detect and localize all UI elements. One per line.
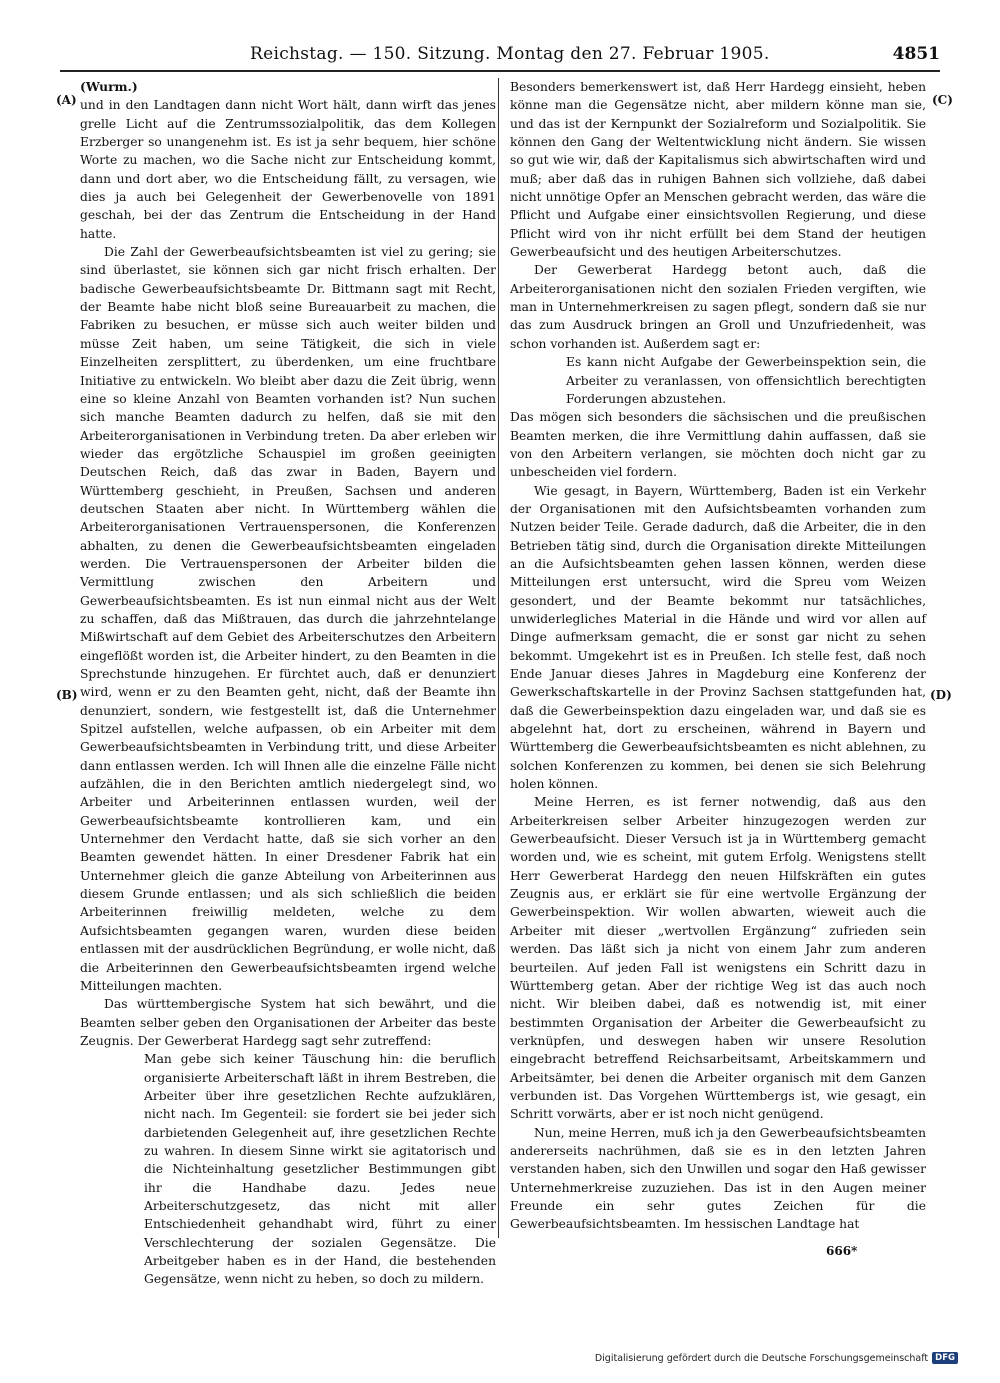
left-column bbox=[80, 78, 496, 1287]
paragraph: Besonders bemerkenswert ist, daß Herr Hardegg einsieht, heben könne man die Gegensätze nicht, aber mildern könne man sie, und das ist der Kernpunkt der Sozialreform und Sozialpolitik. Sie können den Gang der Weltentwicklung nicht ändern. Sie wissen so gut wie wir, daß der Kapitalismus sich abwirtschaften wird und muß; aber daß das in ruhigen Bahnen sich vollziehe, daß dabei nicht unnötige Opfer an Menschen gebracht werden, das wäre die Pflicht und Aufgabe einer einsichtsvollen Regierung, und diese Pflicht wird von ihr nicht erfüllt bei dem Stand der heutigen Gewerbeaufsicht und des heutigen Arbeiterschutzes. bbox=[510, 80, 926, 260]
paragraph: Meine Herren, es ist ferner notwendig, daß aus den Arbeiterkreisen selber Arbeiter hinzugezogen werden zur Gewerbeaufsicht. Dieser Versuch ist ja in Württemberg gemacht worden und, wie es scheint, mit gutem Erfolg. Wenigstens stellt Herr Gewerberat Hardegg den neuen Hilfskräften ein gutes Zeugnis aus, er erklärt sie für eine wertvolle Ergänzung der Gewerbeinspektion. Wir wollen abwarten, wieweit auch die Arbeiter mit dieser „wertvollen Ergänzung“ zufrieden sein werden. Das läßt sich ja nicht von einem Jahr zum anderen beurteilen. Auf jeden Fall ist wenigstens ein Schritt dazu in Württemberg getan. Aber der richtige Weg ist das auch noch nicht. Wir bleiben dabei, daß es notwendig ist, mit einer bestimmten Organisation der Arbeiter die Gewerbeaufsicht zu verknüpfen, und deswegen haben wir unsere Resolution eingebracht betreffend Reichsarbeitsamt, Arbeitskammern und Arbeitsämter, bei denen die Arbeiter organisch mit dem Ganzen verbunden ist. Das Vorgehen Württembergs ist, wie gesagt, ein Schritt vorwärts, aber er ist noch nicht genügend. bbox=[510, 795, 926, 1122]
block-quote: Es kann nicht Aufgabe der Gewerbeinspektion sein, die Arbeiter zu veranlassen, von offensichtlich berechtigten Forderungen abzustehen. bbox=[566, 355, 926, 406]
footer bbox=[595, 1352, 958, 1364]
paragraph: und in den Landtagen dann nicht Wort hält, dann wirft das jenes grelle Licht auf die Zentrumssozialpolitik, das dem Kollegen Erzberger so unangenehm ist. Es ist ja sehr bequem, hier schöne Worte zu machen, wo die Sache nicht zur Entscheidung kommt, dann und dort aber, wo die Entscheidung fällt, zu versagen, wie dies ja auch bei Gelegenheit der Gewerbenovelle von 1891 geschah, bei der das Zentrum die Entscheidung in der Hand hatte. bbox=[80, 98, 496, 241]
paragraph: Wie gesagt, in Bayern, Württemberg, Baden ist ein Verkehr der Organisationen mit den Aufsichtsbeamten vorhanden zum Nutzen beider Teile. Gerade dadurch, daß die Arbeiter, die in den Betrieben tätig sind, durch die Organisation direkte Mitteilungen an die Aufsichtsbeamten gehen lassen können, werden diese Mitteilungen erst untersucht, wird die Spreu vom Weizen gesondert, und der Beamte bekommt nur tatsächliches, unwiderlegliches Material in die Hände und wird vor allen auf Dinge aufmerksam gemacht, die er sonst gar nicht zu sehen bekommt. Umgekehrt ist es in Preußen. Ich stelle fest, daß noch Ende Januar dieses Jahres in Magdeburg eine Konferenz der Gewerkschaftskartelle in der Provinz Sachsen stattgefunden hat, daß die Gewerbeinspektion dazu eingeladen war, und daß sie es abgelehnt hat, dort zu erscheinen, während in Bayern und Württemberg die Gewerbeaufsichtsbeamten es nicht ablehnen, zu solchen Konferenzen zu kommen, bei denen sie sich Belehrung holen können. bbox=[510, 483, 926, 792]
right-column bbox=[510, 78, 926, 1248]
margin-marker-c: (C) bbox=[932, 93, 953, 107]
sheet-signature: 666* bbox=[826, 1244, 858, 1258]
dfg-logo: DFG bbox=[932, 1352, 958, 1364]
paragraph: Das mögen sich besonders die sächsischen und die preußischen Beamten merken, die ihre Vermittlung dahin auffassen, daß sie von den Arbeitern verlangen, sie möchten doch nicht gar zu unbescheiden viel fordern. bbox=[510, 410, 926, 480]
margin-marker-d: (D) bbox=[930, 688, 952, 702]
header-title: Reichstag. — 150. Sitzung. Montag den 27. Februar 1905. bbox=[250, 44, 770, 64]
paragraph: Das württembergische System hat sich bewährt, und die Beamten selber geben den Organisationen der Arbeiter das beste Zeugnis. Der Gewerberat Hardegg sagt sehr zutreffend: bbox=[80, 997, 496, 1048]
speaker-name: (Wurm.) bbox=[80, 79, 138, 94]
margin-marker-b: (B) bbox=[56, 688, 78, 702]
margin-marker-a: (A) bbox=[56, 93, 77, 107]
page-number: 4851 bbox=[892, 44, 940, 64]
paragraph: Nun, meine Herren, muß ich ja den Gewerbeaufsichtsbeamten andererseits nachrühmen, daß sie es in den letzten Jahren verstanden haben, sich den Unwillen und sogar den Haß gewisser Unternehmerkreise zuzuziehen. Das ist in den Augen meiner Freunde ein sehr gutes Zeichen für die Gewerbeaufsichtsbeamten. Im hessischen Landtage hat bbox=[510, 1125, 926, 1232]
footer-text: Digitalisierung gefördert durch die Deutsche Forschungsgemeinschaft bbox=[594, 1352, 929, 1364]
block-quote: Man gebe sich keiner Täuschung hin: die beruflich organisierte Arbeiterschaft läßt in ihrem Bestreben, die Arbeiter über ihre gesetzlichen Rechte aufzuklären, nicht nach. Im Gegenteil: sie fordert sie bei jeder sich darbietenden Gelegenheit auf, ihre gesetzlichen Rechte zu wahren. In diesem Sinne wirkt sie agitatorisch und die Nichteinhaltung gesetzlicher Bestimmungen gibt ihr die Handhabe dazu. Jedes neue Arbeiterschutzgesetz, das nicht mit aller Entschiedenheit gehandhabt wird, führt zu einer Verschlechterung der sozialen Gegensätze. Die Arbeitgeber haben es in der Hand, die bestehenden Gegensätze, wenn nicht zu heben, so doch zu mildern. bbox=[144, 1052, 496, 1287]
paragraph: Der Gewerberat Hardegg betont auch, daß die Arbeiterorganisationen nicht den sozialen Frieden vergiften, wie man in Unternehmerkreisen zu sagen pflegt, sondern daß sie nur das zum Ausdruck bringen an Groll und Unzufriedenheit, was schon vorhanden ist. Außerdem sagt er: bbox=[510, 263, 926, 351]
column-divider bbox=[498, 78, 499, 1238]
page-header bbox=[60, 44, 940, 72]
paragraph: Die Zahl der Gewerbeaufsichtsbeamten ist viel zu gering; sie sind überlastet, sie können sich gar nicht frisch erhalten. Der badische Gewerbeaufsichtsbeamte Dr. Bittmann sagt mit Recht, der Beamte habe nicht bloß seine Bureauarbeit zu machen, die Fabriken zu besuchen, er müsse sich auch weiter bilden und müsse Zeit haben, um seine Tätigkeit, die sich in viele Einzelheiten zersplittert, zu überdenken, um eine fruchtbare Initiative zu entwickeln. Wo bleibt aber dazu die Zeit übrig, wenn eine so kleine Anzahl von Beamten vorhanden ist? Nun suchen sich manche Beamten dadurch zu helfen, daß sie mit den Arbeiterorganisationen in Verbindung treten. Da aber erleben wir wieder das ergötzliche Schauspiel im großen geeinigten Deutschen Reich, daß das zwar in Baden, Bayern und Württemberg geschieht, in Preußen, Sachsen und anderen deutschen Staaten aber nicht. In Württemberg wählen die Arbeiterorganisationen Vertrauenspersonen, die Konferenzen abhalten, zu denen die Gewerbeaufsichtsbeamten eingeladen werden. Die Vertrauenspersonen der Arbeiter bilden die Vermittlung zwischen den Arbeitern und Gewerbeaufsichtsbeamten. Es ist nun einmal nicht aus der Welt zu schaffen, daß das Mißtrauen, das durch die jahrzehntelange Mißwirtschaft auf dem Gebiet des Arbeiterschutzes den Arbeitern eingeflößt worden ist, die Arbeiter hindert, zu den Beamten in die Sprechstunde hinzugehen. Er fürchtet auch, daß er denunziert wird, wenn er zu den Beamten geht, nicht, daß der Beamte ihn denunziert, sondern, wie festgestellt ist, daß die Unternehmer Spitzel aufstellen, welche aufpassen, ob ein Arbeiter mit dem Gewerbeaufsichtsbeamten in Verbindung tritt, und diese Arbeiter dann entlassen werden. Ich will Ihnen alle die einzelne Fälle nicht aufzählen, die in den Berichten amtlich niedergelegt sind, wo Arbeiter und Arbeiterinnen entlassen wurden, weil der Gewerbeaufsichtsbeamte kontrollieren kam, und ein Unternehmer den Verdacht hatte, daß sie sich vorher an den Beamten gewendet hätten. In einer Dresdener Fabrik hat ein Unternehmer gleich die ganze Abteilung von Arbeiterinnen aus diesem Grunde entlassen; und als sich schließlich die beiden Arbeiterinnen freiwillig meldeten, welche zu dem Aufsichtsbeamten gegangen waren, wurden diese beiden entlassen mit der ausdrücklichen Begründung, er wolle nicht, daß die Arbeiterinnen den Gewerbeaufsichtsbeamten irgend welche Mitteilungen machten. bbox=[80, 245, 496, 993]
